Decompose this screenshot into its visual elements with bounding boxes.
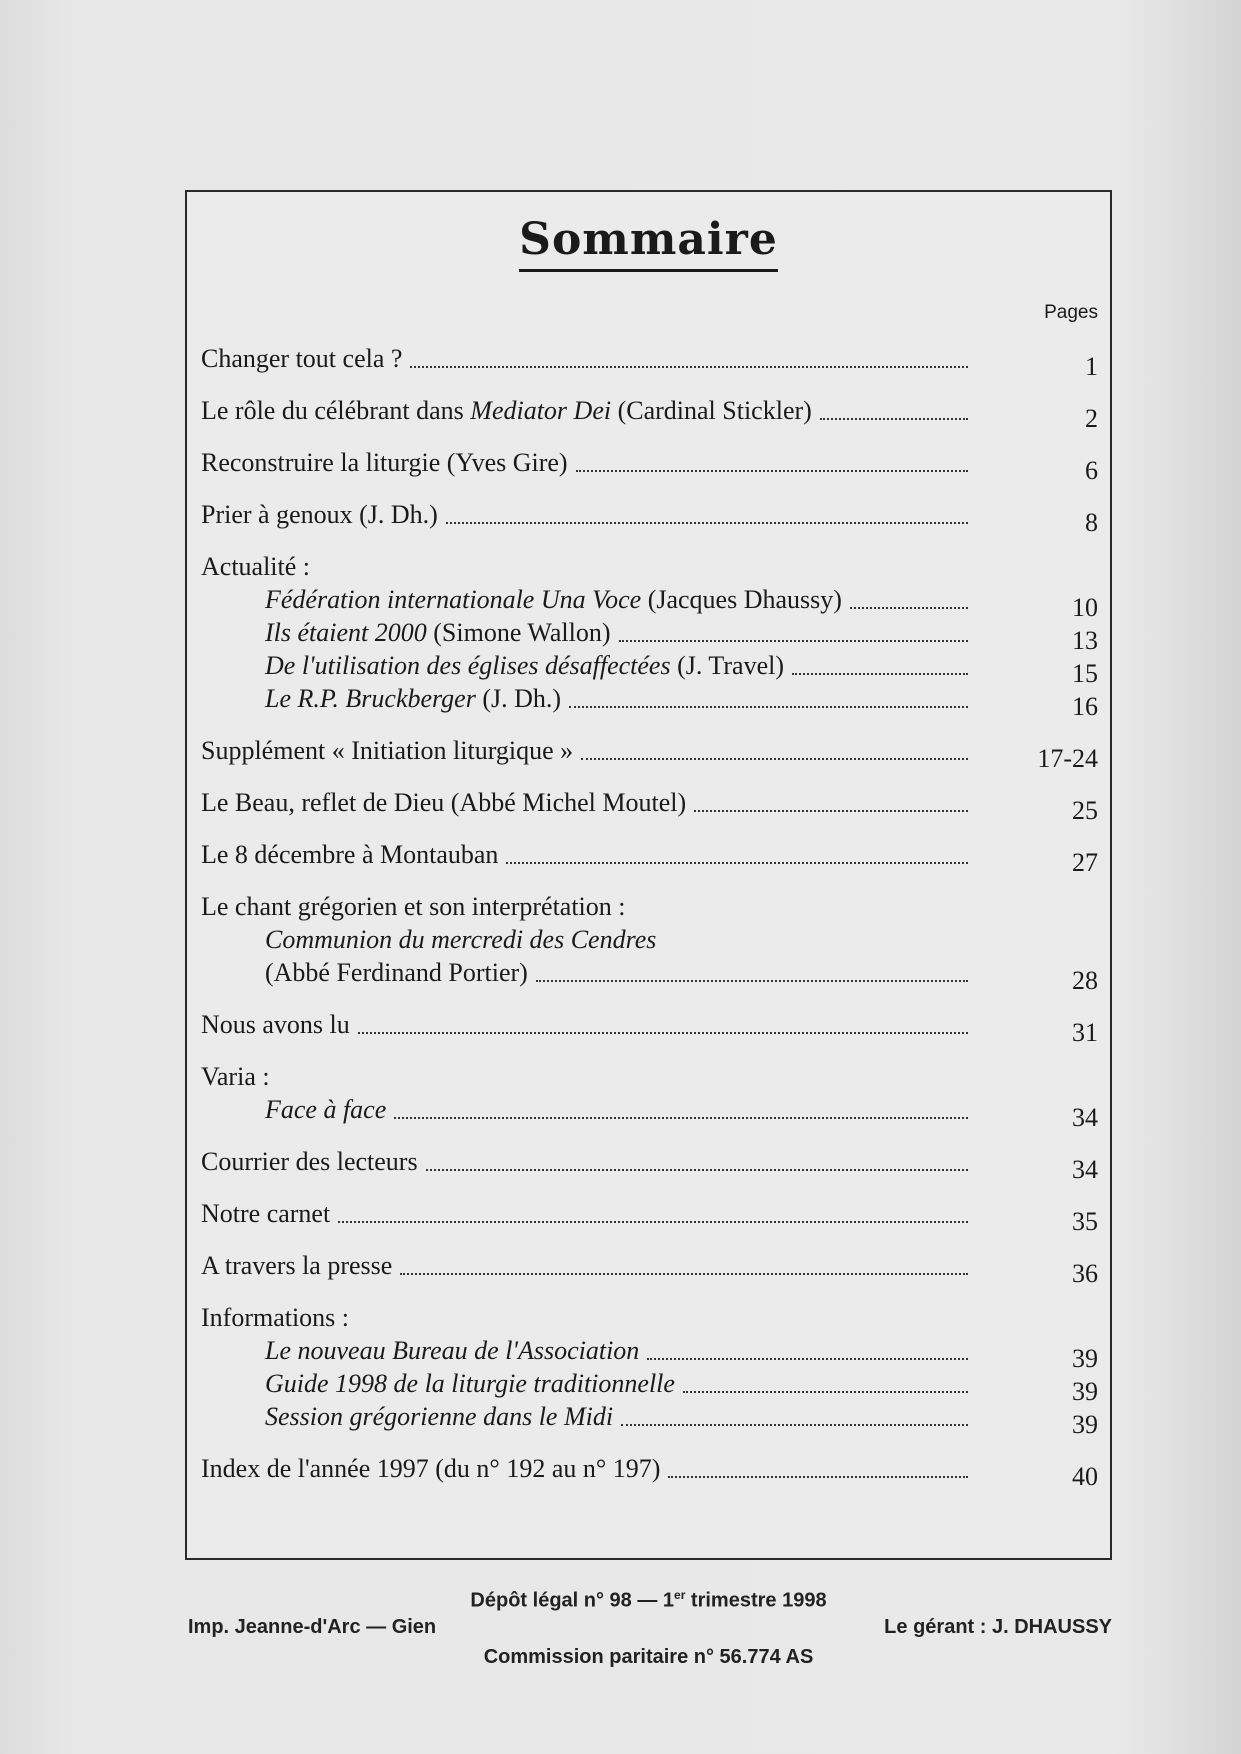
dot-leader	[621, 1423, 968, 1426]
page-number: 35	[1072, 1207, 1098, 1236]
entry-title-italic: Ils étaient 2000	[265, 618, 427, 647]
entry-title-text: Reconstruire la liturgie (Yves Gire)	[201, 448, 568, 477]
dot-leader	[536, 979, 968, 982]
commission-paritaire: Commission paritaire n° 56.774 AS	[483, 1646, 814, 1668]
page-number: 34	[1072, 1103, 1098, 1132]
table-of-contents	[201, 342, 1098, 1504]
toc-entry	[201, 394, 1098, 433]
toc-subentry	[201, 956, 1098, 995]
entry-title-text: (Jacques Dhaussy)	[641, 585, 842, 614]
page-number: 31	[1072, 1018, 1098, 1047]
dot-leader	[506, 861, 968, 864]
entry-title-italic: Guide 1998 de la liturgie traditionnelle	[265, 1369, 675, 1398]
toc-entry-line	[201, 394, 1098, 433]
dot-leader	[446, 521, 968, 524]
toc-entry	[201, 446, 1098, 485]
entry-title-text: (J. Dh.)	[475, 684, 562, 713]
entry-title-italic: Session grégorienne dans le Midi	[265, 1402, 614, 1431]
toc-subentry	[201, 682, 1098, 721]
entry-title-text: Le rôle du célébrant dans	[201, 396, 471, 425]
page-number: 1	[1085, 352, 1098, 381]
page-number: 15	[1072, 659, 1098, 688]
entry-title	[201, 394, 812, 427]
toc-entry-line	[201, 1008, 1098, 1047]
toc-entry-line	[201, 1197, 1098, 1236]
dot-leader	[581, 757, 968, 760]
page-number: 2	[1085, 404, 1098, 433]
entry-title	[201, 1249, 392, 1282]
toc-entry-line	[201, 446, 1098, 485]
entry-title-text: Index de l'année 1997 (du n° 192 au n° 197)	[201, 1454, 661, 1483]
dot-leader	[358, 1031, 968, 1034]
entry-title	[201, 1197, 330, 1230]
page-number: 8	[1085, 508, 1098, 537]
dot-leader	[338, 1220, 968, 1223]
depot-prefix: Dépôt légal n° 98 — 1	[470, 1589, 675, 1612]
section-heading: Actualité :	[201, 552, 311, 581]
toc-entry-line	[201, 734, 1098, 773]
toc-entry-line	[201, 1452, 1098, 1491]
page-number: 40	[1072, 1462, 1098, 1491]
page-number: 27	[1072, 848, 1098, 877]
toc-entry	[201, 890, 1098, 995]
entry-title-text: Changer tout cela ?	[201, 344, 403, 373]
toc-entry	[201, 1060, 1098, 1132]
summary-frame	[185, 190, 1112, 1560]
toc-subentry	[201, 649, 1098, 688]
entry-title	[265, 682, 561, 715]
toc-subentry	[201, 1093, 1098, 1132]
section-subtitle: Communion du mercredi des Cendres	[265, 925, 657, 954]
page-number: 39	[1072, 1377, 1098, 1406]
dot-leader	[426, 1168, 968, 1171]
entry-title-text: Nous avons lu	[201, 1010, 350, 1039]
entry-title	[201, 838, 498, 871]
entry-title-text: Notre carnet	[201, 1199, 331, 1228]
toc-subentry	[201, 1334, 1098, 1373]
dot-leader	[400, 1272, 968, 1275]
entry-title	[201, 1145, 418, 1178]
section-heading: Le chant grégorien et son interprétation :	[201, 892, 626, 921]
dot-leader	[394, 1116, 968, 1119]
dot-leader	[619, 639, 968, 642]
entry-title-italic: Face à face	[265, 1095, 387, 1124]
page-number: 36	[1072, 1259, 1098, 1288]
entry-title-italic: Mediator Dei	[470, 396, 612, 425]
entry-title	[201, 786, 686, 819]
entry-title-text: Le Beau, reflet de Dieu (Abbé Michel Moutel)	[201, 788, 687, 817]
entry-title-text: (Simone Wallon)	[426, 618, 611, 647]
dot-leader	[694, 809, 968, 812]
depot-legal	[185, 1588, 1112, 1616]
page-number: 6	[1085, 456, 1098, 485]
page-number: 25	[1072, 796, 1098, 825]
entry-title-italic: De l'utilisation des églises désaffectées	[265, 651, 671, 680]
toc-subentry	[201, 616, 1098, 655]
entry-title-text: Courrier des lecteurs	[201, 1147, 418, 1176]
entry-title-text: (Abbé Ferdinand Portier)	[265, 958, 528, 987]
entry-title-italic: Le nouveau Bureau de l'Association	[265, 1336, 640, 1365]
page-number: 39	[1072, 1344, 1098, 1373]
entry-title-text: Le 8 décembre à Montauban	[201, 840, 499, 869]
entry-title	[265, 1093, 386, 1126]
toc-entry	[201, 1145, 1098, 1184]
page-number: 16	[1072, 692, 1098, 721]
entry-title	[265, 583, 842, 616]
entry-title	[201, 734, 573, 767]
toc-entry	[201, 550, 1098, 721]
page-number: 34	[1072, 1155, 1098, 1184]
page-title	[187, 214, 1110, 272]
dot-leader	[683, 1390, 968, 1393]
toc-entry	[201, 1249, 1098, 1288]
dot-leader	[792, 672, 968, 675]
toc-entry-line	[201, 498, 1098, 537]
dot-leader	[569, 705, 968, 708]
entry-title	[265, 616, 611, 649]
entry-title	[201, 498, 438, 531]
toc-entry	[201, 1197, 1098, 1236]
title-text: Sommaire	[519, 214, 778, 272]
entry-title	[265, 1367, 675, 1400]
printer-name: Imp. Jeanne-d'Arc — Gien	[188, 1616, 437, 1638]
dot-leader	[820, 417, 968, 420]
imprint-row	[185, 1616, 1112, 1646]
imprint-footer	[185, 1588, 1112, 1674]
dot-leader	[647, 1357, 968, 1360]
toc-subentry	[201, 583, 1098, 622]
toc-subentry	[201, 1367, 1098, 1406]
toc-subentry	[201, 1400, 1098, 1439]
entry-title-text: (J. Travel)	[670, 651, 784, 680]
page-number: 13	[1072, 626, 1098, 655]
toc-entry-line	[201, 786, 1098, 825]
toc-entry	[201, 498, 1098, 537]
section-heading: Varia :	[201, 1062, 270, 1091]
toc-entry	[201, 1008, 1098, 1047]
pages-column-header: Pages	[1044, 302, 1098, 323]
dot-leader	[576, 469, 968, 472]
toc-entry-line	[201, 838, 1098, 877]
depot-sup: er	[674, 1588, 686, 1602]
toc-entry-line	[201, 1145, 1098, 1184]
entry-title	[201, 342, 402, 375]
entry-title	[265, 956, 528, 989]
section-heading: Informations :	[201, 1303, 350, 1332]
entry-title-text: Prier à genoux (J. Dh.)	[201, 500, 438, 529]
entry-title-text: Supplément « Initiation liturgique »	[201, 736, 574, 765]
entry-title	[265, 1334, 639, 1367]
page-number: 39	[1072, 1410, 1098, 1439]
entry-title	[265, 1400, 613, 1433]
dot-leader	[850, 606, 968, 609]
entry-title	[201, 1452, 660, 1485]
entry-title	[201, 1008, 350, 1041]
page-number: 10	[1072, 593, 1098, 622]
toc-entry-line	[201, 342, 1098, 381]
entry-title-text: (Cardinal Stickler)	[611, 396, 812, 425]
dot-leader	[668, 1475, 968, 1478]
toc-entry	[201, 734, 1098, 773]
toc-entry-line	[201, 1249, 1098, 1288]
entry-title	[201, 446, 568, 479]
toc-entry	[201, 1452, 1098, 1491]
toc-entry	[201, 838, 1098, 877]
entry-title-text: A travers la presse	[201, 1251, 393, 1280]
entry-title-italic: Fédération internationale Una Voce	[265, 585, 642, 614]
manager-name: Le gérant : J. DHAUSSY	[884, 1616, 1112, 1638]
dot-leader	[410, 365, 968, 368]
depot-suffix: trimestre 1998	[685, 1589, 827, 1612]
entry-title	[265, 649, 784, 682]
toc-entry	[201, 342, 1098, 381]
page-number: 28	[1072, 966, 1098, 995]
toc-entry	[201, 786, 1098, 825]
entry-title-italic: Le R.P. Bruckberger	[265, 684, 476, 713]
page-number: 17-24	[1037, 744, 1098, 773]
toc-entry	[201, 1301, 1098, 1439]
